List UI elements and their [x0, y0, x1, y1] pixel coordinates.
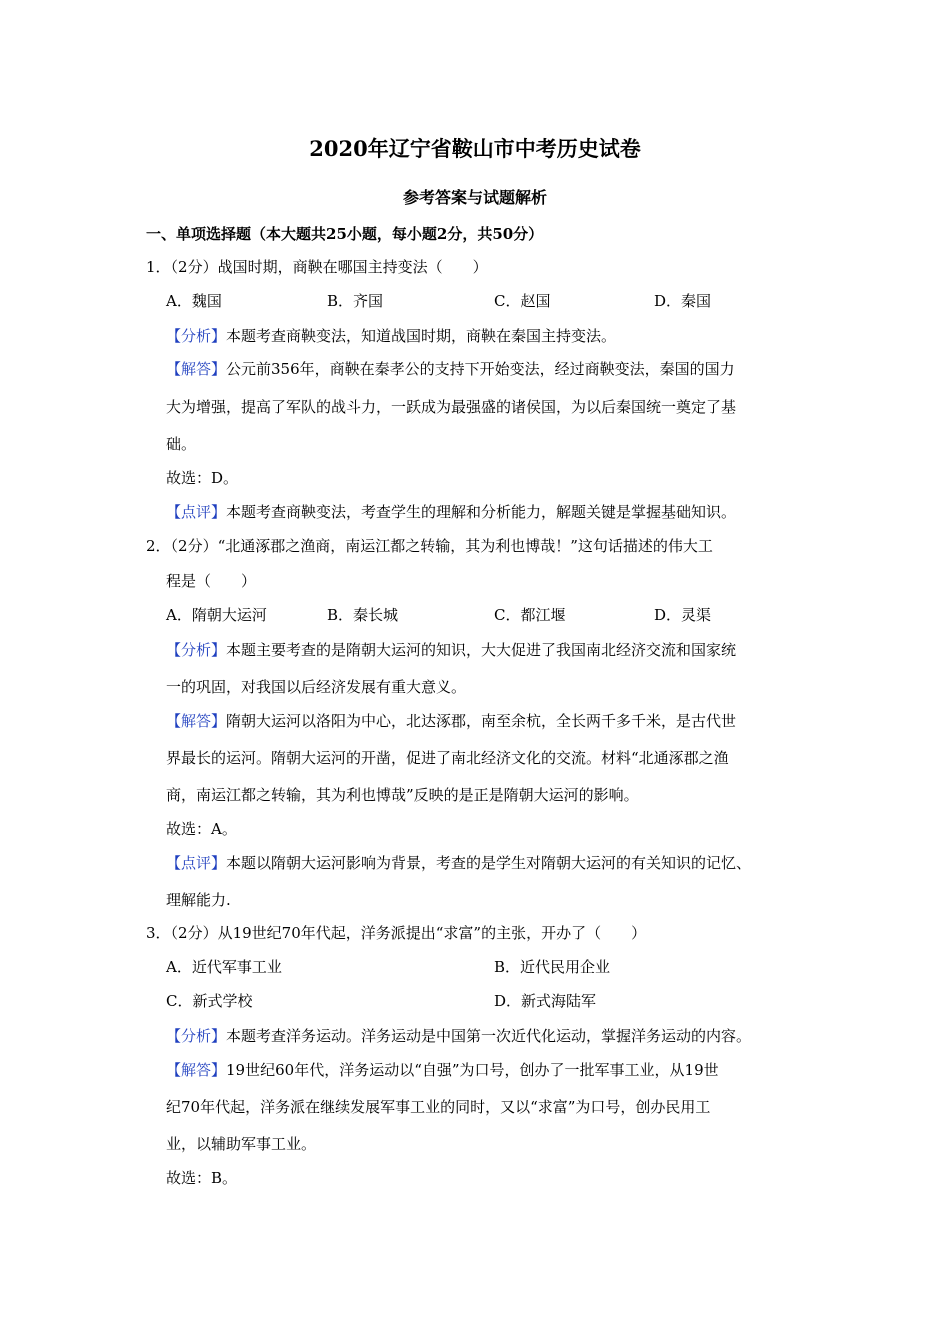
q3-answer-line-1: 19世纪60年代，洋务运动以“自强”为口号，创办了一批军事工业，从19世: [226, 1061, 719, 1079]
analysis-tag: 【分析】: [166, 641, 227, 659]
answer-tag: 【解答】: [166, 1061, 227, 1079]
q2-comment-line-2: 理解能力.: [166, 891, 231, 909]
q1-comment-text: 本题考查商鞅变法，考查学生的理解和分析能力，解题关键是掌握基础知识。: [226, 503, 737, 521]
answer-tag: 【解答】: [166, 360, 227, 378]
page-subtitle: 参考答案与试题解析: [402, 188, 547, 207]
q1-answer-line-1: 公元前356年，商鞅在秦孝公的支持下开始变法，经过商鞅变法，秦国的国力: [226, 360, 735, 378]
q2-option-b: B．秦长城: [327, 606, 399, 624]
q1-option-d: D．秦国: [654, 292, 712, 310]
q1-option-b: B．齐国: [327, 292, 384, 310]
q3-answer-line-3: 业，以辅助军事工业。: [166, 1135, 317, 1153]
q1-option-a: A．魏国: [166, 292, 222, 310]
page-title: 2020年辽宁省鞍山市中考历史试卷: [309, 136, 641, 161]
q3-choice: 故选：B。: [166, 1169, 238, 1187]
comment-tag: 【点评】: [166, 503, 227, 521]
q2-comment-line-1: 本题以隋朝大运河影响为背景，考查的是学生对隋朝大运河的有关知识的记忆、: [226, 854, 752, 872]
q1-option-c: C．赵国: [494, 292, 551, 310]
q3-stem: 3．（2分）从19世纪70年代起，洋务派提出“求富”的主张，开办了（ ）: [146, 924, 647, 942]
q2-answer-line-3: 商，南运江都之转输，其为利也博哉”反映的是正是隋朝大运河的影响。: [166, 786, 639, 804]
q2-option-c: C．都江堰: [494, 606, 566, 624]
analysis-tag: 【分析】: [166, 327, 227, 345]
q2-option-a: A．隋朝大运河: [166, 606, 267, 624]
q1-comment: [166, 501, 736, 523]
q3-analysis: [166, 1025, 751, 1047]
section-heading: 一、单项选择题（本大题共25小题，每小题2分，共50分）: [146, 225, 544, 243]
q1-answer-line-2: 大为增强，提高了军队的战斗力，一跃成为最强盛的诸侯国，为以后秦国统一奠定了基: [166, 398, 737, 416]
q2-comment: [166, 852, 751, 874]
q1-answer: [166, 358, 735, 380]
q2-analysis: [166, 639, 736, 661]
q2-option-d: D．灵渠: [654, 606, 712, 624]
q2-answer-line-1: 隋朝大运河以洛阳为中心，北达涿郡，南至余杭，全长两千多千米，是古代世: [226, 712, 737, 730]
q3-option-c: C．新式学校: [166, 992, 253, 1010]
comment-tag: 【点评】: [166, 854, 227, 872]
answer-tag: 【解答】: [166, 712, 227, 730]
q2-stem-line-1: 2．（2分）“北通涿郡之渔商，南运江都之转输，其为利也博哉！”这句话描述的伟大工: [146, 537, 713, 555]
q3-option-a: A．近代军事工业: [166, 958, 282, 976]
q1-stem: 1．（2分）战国时期，商鞅在哪国主持变法（ ）: [146, 258, 488, 276]
q1-analysis: [166, 325, 616, 347]
q2-answer-line-2: 界最长的运河。隋朝大运河的开凿，促进了南北经济文化的交流。材料“北通涿郡之渔: [166, 749, 729, 767]
q3-answer-line-2: 纪70年代起，洋务派在继续发展军事工业的同时，又以“求富”为口号，创办民用工: [166, 1098, 711, 1116]
q2-choice: 故选：A。: [166, 820, 237, 838]
q2-analysis-line-1: 本题主要考查的是隋朝大运河的知识，大大促进了我国南北经济交流和国家统: [226, 641, 737, 659]
q2-analysis-line-2: 一的巩固，对我国以后经济发展有重大意义。: [166, 678, 467, 696]
q3-option-d: D．新式海陆军: [494, 992, 597, 1010]
q3-analysis-text: 本题考查洋务运动。洋务运动是中国第一次近代化运动，掌握洋务运动的内容。: [226, 1027, 752, 1045]
q3-option-b: B．近代民用企业: [494, 958, 611, 976]
q1-analysis-text: 本题考查商鞅变法，知道战国时期，商鞅在秦国主持变法。: [226, 327, 617, 345]
q2-stem-line-2: 程是（ ）: [166, 572, 257, 590]
q1-choice: 故选：D。: [166, 469, 239, 487]
q2-answer: [166, 710, 736, 732]
q3-answer: [166, 1059, 719, 1081]
q1-answer-line-3: 础。: [166, 435, 197, 453]
analysis-tag: 【分析】: [166, 1027, 227, 1045]
